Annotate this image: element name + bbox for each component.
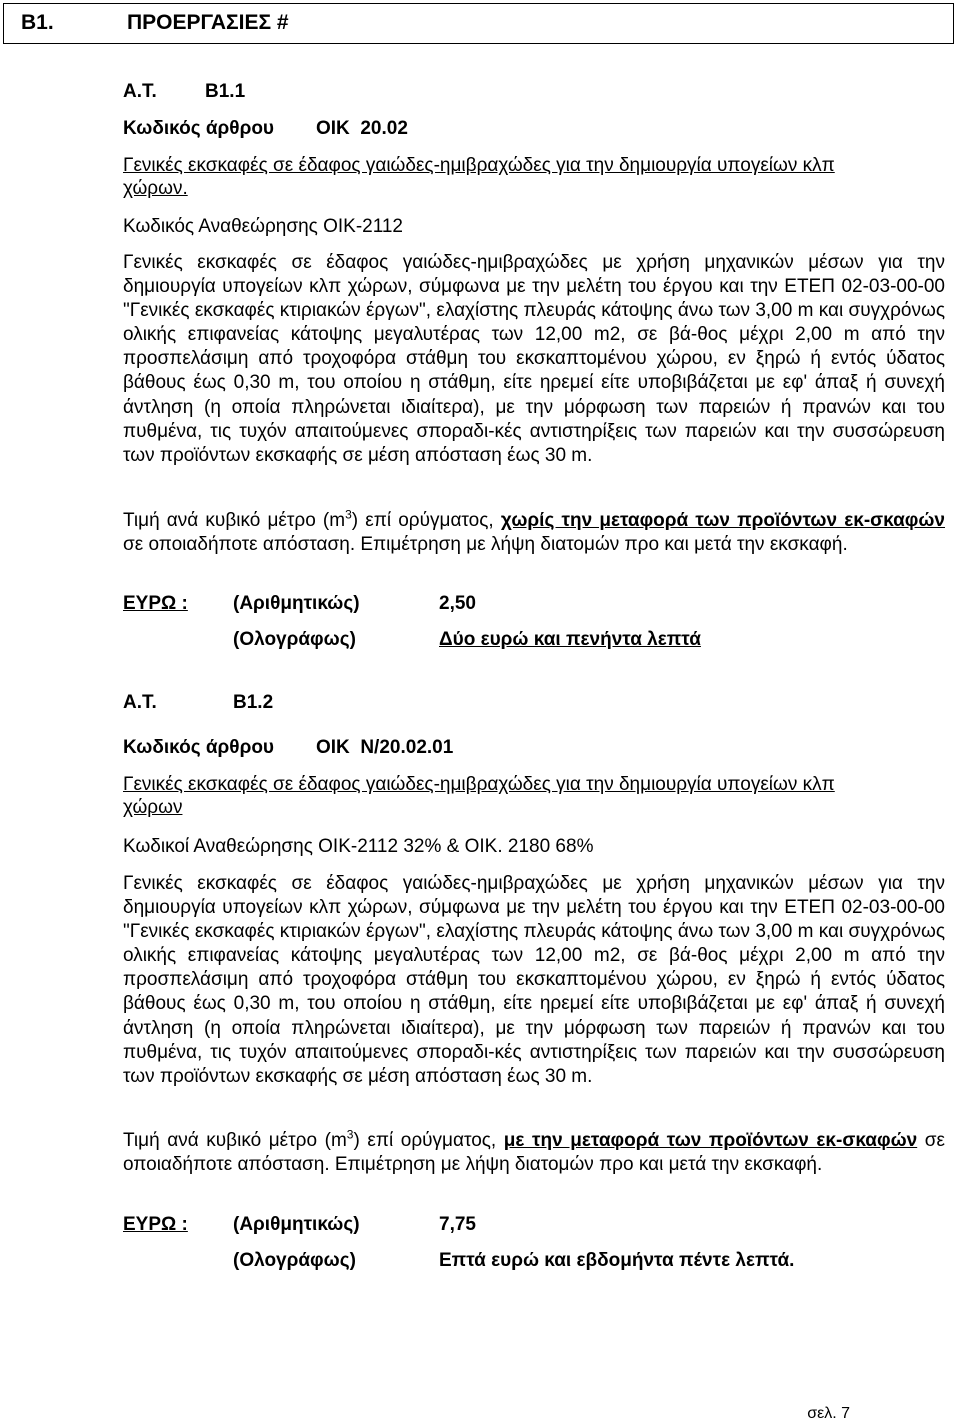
item2-description: Γενικές εκσκαφές σε έδαφος γαιώδες-ημιβραχώδες με χρήση μηχανικών μέσων για την δημιουργία υπογείων κλπ χώρων, σύμφωνα με την μελέτη του έργου και την ΕΤΕΠ 02-03-00-00 "Γενικές εκσκαφές κτιριακών έργων", ελαχίστης πλευράς κάτοψης άνω των 3,00 m και συγχρόνως ολικής επιφανείας κάτοψης μεγαλυτέρας των 12,00 m2, σε βά-θος μέχρι 2,00 m από την προσπελάσιμη από τροχοφόρα στάθμη του εκσκαπτομένου χώρου, εν ξηρώ ή εντός ύδατος βάθους έως 0,30 m, του οποίου η στάθμη, είτε ηρεμεί είτε υποβιβάζεται με εφ' άπαξ ή συνεχή άντληση (η οποία πληρώνεται ιδιαίτερα), με την μόρφωση των παρειών ή πρανών και του πυθμένα, τις τυχόν απαιτούμενες σποραδι-κές αντιστηρίξεις των παρειών και την συσσώρευση των προϊόντων εκσκαφής σε μέση απόσταση έως 30 m. [123,873,945,1087]
item2-revision: Κωδικοί Αναθεώρησης ΟΙΚ-2112 32% & ΟΙΚ. 2180 68% [123,836,594,857]
item1-words-label: (Ολογράφως) [233,629,356,650]
section-header [3,3,954,44]
item2-numeric-label: (Αριθμητικώς) [233,1214,360,1235]
item2-code-label: Κωδικός άρθρου [123,737,274,758]
item1-words-value: Δύο ευρώ και πενήντα λεπτά [439,629,701,650]
item2-title-line1: Γενικές εκσκαφές σε έδαφος γαιώδες-ημιβραχώδες για την δημιουργία υπογείων κλπ [123,774,835,795]
item1-price-post: σε οποιαδήποτε απόσταση. Επιμέτρηση με λήψη διατομών προ και μετά την εκσκαφή. [123,534,848,556]
item2-price-sup: 3 [346,1127,354,1142]
item1-title-line1: Γενικές εκσκαφές σε έδαφος γαιώδες-ημιβραχώδες για την δημιουργία υπογείων κλπ [123,155,835,176]
item1-revision: Κωδικός Αναθεώρησης ΟΙΚ-2112 [123,216,403,237]
item2-at-label: Α.Τ. [123,692,157,713]
section-number: Β1. [21,11,54,34]
item1-price-mid: ) επί ορύγματος, [351,510,501,531]
item2-price-post: σε οποιαδήποτε απόσταση. Επιμέτρηση με λήψη διατομών προ και μετά την εκσκαφή. [123,1130,945,1176]
item2-at-value: Β1.2 [233,692,274,713]
item2-price-emph: με την μεταφορά των προϊόντων εκ-σκαφών [503,1130,918,1151]
item1-at-value: Β1.1 [205,81,246,102]
section-title: ΠΡΟΕΡΓΑΣΙΕΣ # [127,11,289,34]
item1-numeric-value: 2,50 [439,593,476,614]
item2-numeric-value: 7,75 [439,1214,476,1235]
item2-price-text [123,1129,945,1177]
item1-title-line2: χώρων. [123,178,188,199]
item2-price-pre: Τιμή ανά κυβικό μέτρο (m [123,1130,347,1151]
item1-price-sup: 3 [345,507,352,522]
item1-code-label: Κωδικός άρθρου [123,118,274,139]
item1-price-text [123,509,945,557]
page-number: σελ. 7 [807,1405,850,1422]
item1-description: Γενικές εκσκαφές σε έδαφος γαιώδες-ημιβραχώδες με χρήση μηχανικών μέσων για την δημιουργία υπογείων κλπ χώρων, σύμφωνα με την μελέτη του έργου και την ΕΤΕΠ 02-03-00-00 "Γενικές εκσκαφές κτιριακών έργων", ελαχίστης πλευράς κάτοψης άνω των 3,00 m και συγχρόνως ολικής επιφανείας κάτοψης μεγαλυτέρας των 12,00 m2, σε βά-θος μέχρι 2,00 m από την προσπελάσιμη από τροχοφόρα στάθμη του εκσκαπτομένου χώρου, εν ξηρώ ή εντός ύδατος βάθους έως 0,30 m, του οποίου η στάθμη, είτε ηρεμεί είτε υποβιβάζεται με εφ' άπαξ ή συνεχή άντληση (η οποία πληρώνεται ιδιαίτερα), με την μόρφωση των παρειών ή πρανών και του πυθμένα, τις τυχόν απαιτούμενες σποραδι-κές αντιστηρίξεις των παρειών και την συσσώρευση των προϊόντων εκσκαφής σε μέση απόσταση έως 30 m. [123,252,945,466]
item1-numeric-label: (Αριθμητικώς) [233,593,360,614]
item1-euro-label: ΕΥΡΩ : [123,593,188,614]
item2-euro-label: ΕΥΡΩ : [123,1214,188,1235]
item1-at-label: Α.Τ. [123,81,157,102]
item2-title-line2: χώρων [123,797,183,818]
item2-words-label: (Ολογράφως) [233,1250,356,1271]
item2-price-mid: ) επί ορύγματος, [353,1130,504,1151]
item1-price-emph: χωρίς την μεταφορά των προϊόντων εκ-σκαφών [500,510,945,531]
item1-price-pre: Τιμή ανά κυβικό μέτρο (m [123,510,346,531]
item2-words-value: Επτά ευρώ και εβδομήντα πέντε λεπτά. [439,1250,795,1271]
item1-code-value: ΟΙΚ 20.02 [316,118,408,139]
item2-code-value: ΟΙΚ Ν/20.02.01 [316,737,454,758]
